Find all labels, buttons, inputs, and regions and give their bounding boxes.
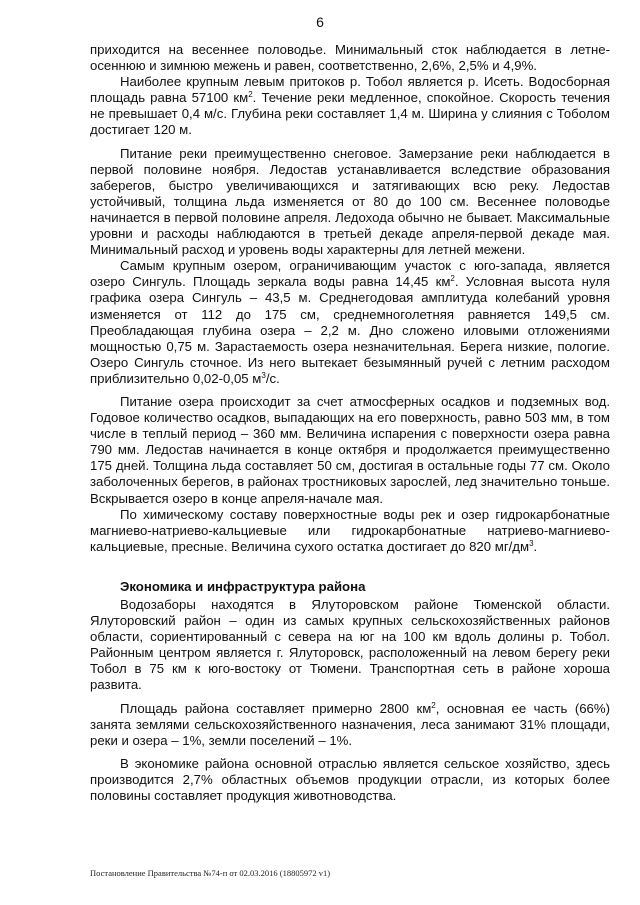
paragraph-district-area bbox=[90, 701, 610, 749]
paragraph-lake-singul bbox=[90, 258, 610, 387]
superscript: 3 bbox=[261, 370, 266, 380]
document-footer: Постановление Правительства №74-п от 02.03.2016 (18805972 v1) bbox=[90, 868, 331, 878]
text-run: Наиболее крупным левым притоков р. Тобол является р. Исеть. Водосборная площадь равна 57100 км bbox=[90, 74, 610, 106]
text-run: По химическому составу поверхностные воды рек и озер гидрокарбонатные магниево-натриево-кальциевые или гидрокарбонатные натриево-магниево-кальциевые, пресные. Величина сухого остатка достигает до 820 мг/дм bbox=[90, 506, 610, 554]
text-run: Площадь района составляет примерно 2800 км bbox=[120, 700, 432, 716]
paragraph-river-feeding: Питание реки преимущественно снеговое. Замерзание реки наблюдается в первой половине ноября. Ледостав устанавливается вследствие образования заберегов, быстро увеличивающихся и затягивающих всю реку. Ледостав устойчивый, толщина льда изменяется от 80 до 100 см. Весеннее половодье начинается в первой половине апреля. Ледохода обычно не бывает. Максимальные уровни и расходы наблюдаются в третьей декаде апреля-первой декаде мая. Минимальный расход и уровень воды характерны для летней межени. bbox=[90, 145, 610, 258]
superscript: 2 bbox=[431, 700, 436, 710]
paragraph-water-intakes: Водозаборы находятся в Ялуторовском районе Тюменской области. Ялуторовский район – один из самых крупных сельскохозяйственных районов области, сориентированный с севера на юг на 100 км вдоль долины р. Тобол. Районным центром является г. Ялуторовск, расположенный на левом берегу реки Тобол в 75 км к юго-востоку от Тюмени. Транспортная сеть в районе хороша развита. bbox=[90, 597, 610, 693]
text-run: /с. bbox=[265, 370, 280, 386]
page-number: 6 bbox=[316, 14, 324, 30]
text-run: Самым крупным озером, ограничивающим участок с юго-запада, является озеро Сингуль. Площадь зеркала воды равна 14,45 км bbox=[90, 258, 610, 290]
paragraph-iset bbox=[90, 74, 610, 138]
document-body bbox=[90, 42, 610, 804]
text-run: . Условная высота нуля графика озера Сингуль – 43,5 м. Среднегодовая амплитуда колебаний уровня изменяется от 112 до 175 см, среднемноголетняя равняется 149,5 см. Преобладающая глубина озера – 2,2 м. Дно сложено иловыми отложениями мощностью 0,75 м. Зарастаемость озера незначительная. Берега низкие, пологие. Озеро Сингуль сточное. Из него вытекает безымянный ручей с летним расходом приблизительно 0,02-0,05 м bbox=[90, 274, 610, 386]
text-run: . Течение реки медленное, спокойное. Скорость течения не превышает 0,4 м/с. Глубина реки составляет 1,4 м. Ширина у слияния с Тоболом достигает 120 м. bbox=[90, 90, 610, 138]
superscript: 2 bbox=[450, 274, 455, 284]
section-heading: Экономика и инфраструктура района bbox=[120, 578, 366, 594]
paragraph-economy: В экономике района основной отраслью является сельское хозяйство, здесь производится 2,7% областных объемов продукции отрасли, из которых более половины составляет продукция животноводства. bbox=[90, 755, 610, 804]
superscript: 3 bbox=[529, 538, 534, 548]
paragraph-lake-feeding: Питание озера происходит за счет атмосферных осадков и подземных вод. Годовое количество осадков, выпадающих на его поверхность, равно 503 мм, в том числе в теплый период – 360 мм. Величина испарения с поверхности озера равна 790 мм. Ледостав начинается в конце октября и продолжается преимущественно 175 дней. Толщина льда составляет 50 см, достигая в остальные годы 77 см. Около заболоченных берегов, в районах тростниковых зарослей, лед значительно тоньше. Вскрывается озеро в конце апреля-начале мая. bbox=[90, 393, 610, 506]
text-run: . bbox=[533, 538, 538, 554]
paragraph-runoff: приходится на весеннее половодье. Минимальный сток наблюдается в летне-осеннюю и зимнюю межень и равен, соответственно, 2,6%, 2,5% и 4,9%. bbox=[90, 42, 610, 74]
text-run: , основная ее часть (66%) занята землями сельскохозяйственного назначения, леса занимают 31% площади, реки и озера – 1%, земли поселений – 1%. bbox=[90, 700, 611, 748]
superscript: 2 bbox=[248, 90, 253, 100]
paragraph-chemistry bbox=[90, 507, 610, 555]
